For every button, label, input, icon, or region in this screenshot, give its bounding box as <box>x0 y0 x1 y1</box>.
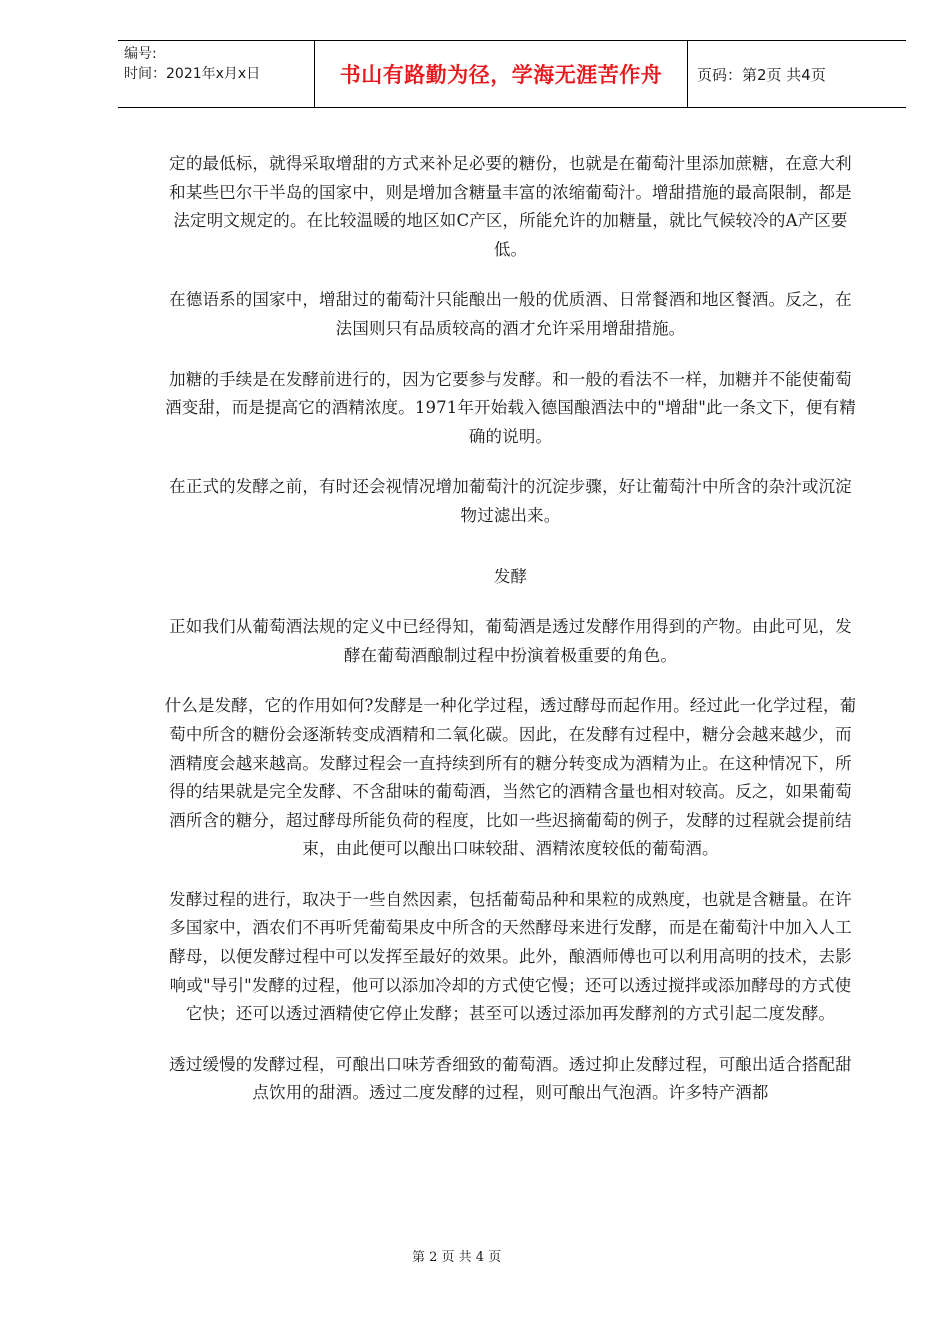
date-line: 时间：2021年x月x日 <box>124 66 261 82</box>
paragraph: 在德语系的国家中，增甜过的葡萄汁只能酿出一般的优质酒、日常餐酒和地区餐酒。反之，在法国则只有品质较高的酒才允许采用增甜措施。 <box>169 290 852 338</box>
number-label: 编号: <box>124 46 157 62</box>
paragraph: 透过缓慢的发酵过程，可酿出口味芳香细致的葡萄酒。透过抑止发酵过程，可酿出适合搭配甜点饮用的甜酒。透过二度发酵的过程，则可酿出气泡酒。许多特产酒都 <box>169 1054 852 1103</box>
paragraph: 发酵过程的进行，取决于一些自然因素，包括葡萄品种和果粒的成熟度，也就是含糖量。在许多国家中，酒农们不再听凭葡萄果皮中所含的天然酵母来进行发酵，而是在葡萄汁中加入人工酵母，以便发酵过程中可以发挥至最好的效果。此外，酿酒师傅也可以利用高明的技术，去影响或"导引"发酵的过程，他可以添加冷却的方式使它慢；还可以透过搅拌或添加酵母的方式使它快；还可以透过酒精使它停止发酵；甚至可以透过添加再发酵剂的方式引起二度发酵。 <box>169 889 852 1024</box>
page-footer: 第 2 页 共 4 页 <box>412 1250 502 1265</box>
document-header <box>118 40 906 108</box>
paragraph: 定的最低标，就得采取增甜的方式来补足必要的糖份，也就是在葡萄汁里添加蔗糖，在意大利和某些巴尔干半岛的国家中，则是增加含糖量丰富的浓缩葡萄汁。增甜措施的最高限制，都是法定明文规定的。在比较温暖的地区如C产区，所能允许的加糖量，就比气候较冷的A产区要低。 <box>169 154 852 259</box>
page-info: 页码：第2页 共4页 <box>697 65 826 84</box>
paragraph: 正如我们从葡萄酒法规的定义中已经得知，葡萄酒是透过发酵作用得到的产物。由此可见，发酵在葡萄酒酿制过程中扮演着极重要的角色。 <box>169 617 852 665</box>
paragraph: 加糖的手续是在发酵前进行的，因为它要参与发酵。和一般的看法不一样，加糖并不能使葡萄酒变甜，而是提高它的酒精浓度。1971年开始载入德国酿酒法中的"增甜"此一条文下，便有精确的说明。 <box>165 369 856 446</box>
document-body <box>163 150 858 1130</box>
motto-text: 书山有路勤为径，学海无涯苦作舟 <box>339 63 663 87</box>
paragraph: 什么是发酵，它的作用如何?发酵是一种化学过程，透过酵母而起作用。经过此一化学过程，葡萄中所含的糖份会逐渐转变成酒精和二氧化碳。因此，在发酵有过程中，糖分会越来越少，而酒精度会越来越高。发酵过程会一直持续到所有的糖分转变成为酒精为止。在这种情况下，所得的结果就是完全发酵、不含甜味的葡萄酒，当然它的酒精含量也相对较高。反之，如果葡萄酒所含的糖分，超过酵母所能负荷的程度，比如一些迟摘葡萄的例子，发酵的过程就会提前结束，由此便可以酿出口味较甜、酒精浓度较低的葡萄酒。 <box>164 696 857 859</box>
header-page-cell <box>688 41 906 107</box>
header-motto-cell <box>315 41 688 107</box>
header-meta-cell <box>118 41 315 107</box>
paragraph: 在正式的发酵之前，有时还会视情况增加葡萄汁的沉淀步骤，好让葡萄汁中所含的杂汁或沉淀物过滤出来。 <box>169 477 852 525</box>
section-heading: 发酵 <box>493 566 528 586</box>
